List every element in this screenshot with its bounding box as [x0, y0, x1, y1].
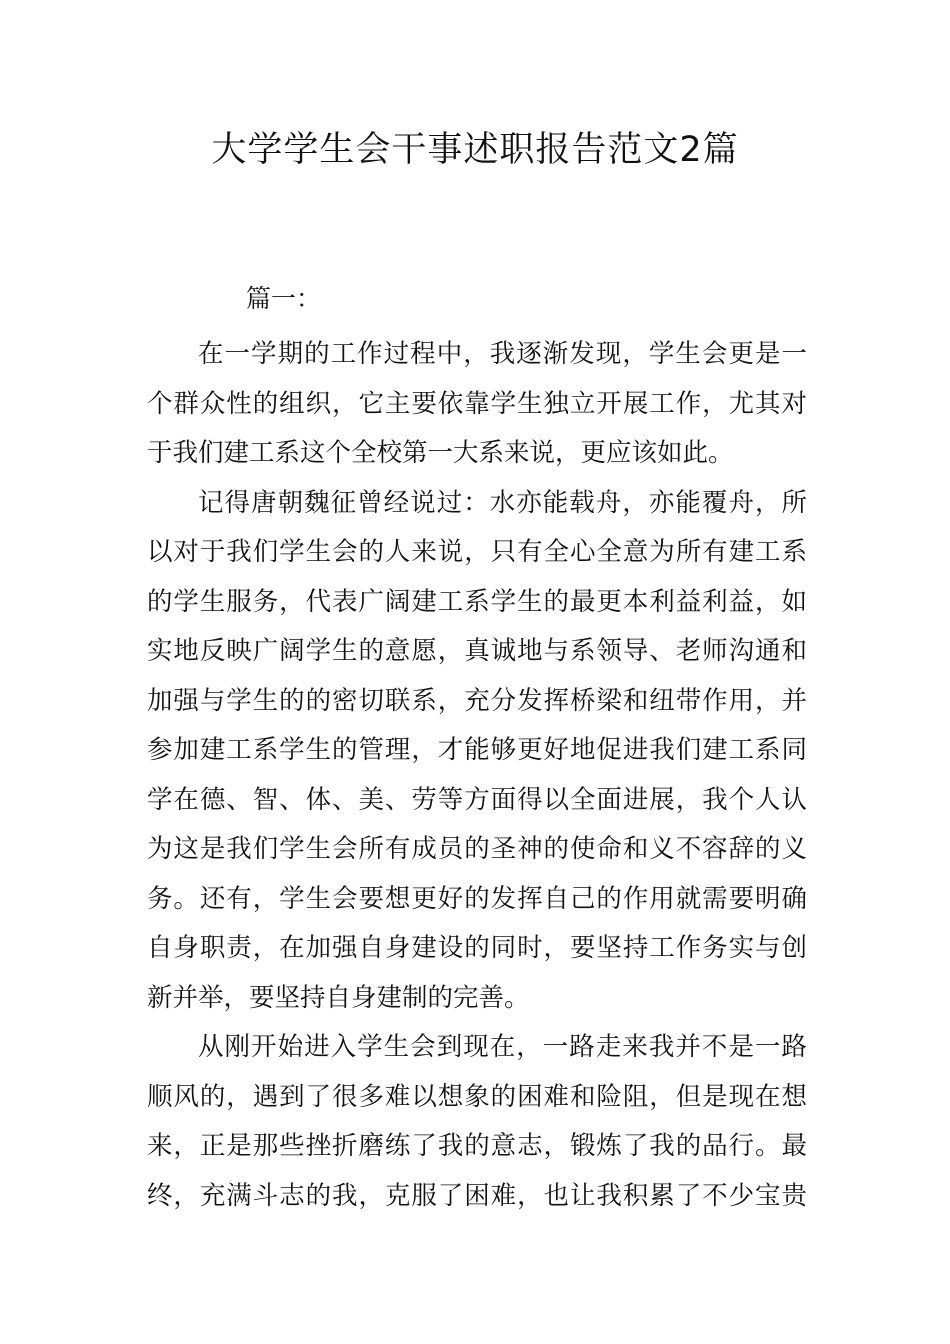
section-label: 篇一： [246, 284, 322, 313]
paragraph [147, 330, 807, 479]
document-body [147, 330, 807, 1221]
text-line: 的学生服务，代表广阔建工系学生的最更本利益利益，如 [147, 586, 807, 617]
text-line: 从刚开始进入学生会到现在，一路走来我并不是一路 [198, 1032, 807, 1062]
text-line: 实地反映广阔学生的意愿，真诚地与系领导、老师沟通和 [147, 636, 807, 666]
text-line: 加强与学生的的密切联系，充分发挥桥梁和纽带作用，并 [147, 685, 807, 716]
text-line: 在一学期的工作过程中，我逐渐发现，学生会更是一 [198, 339, 807, 369]
paragraph [147, 479, 807, 1024]
text-line: 个群众性的组织，它主要依靠学生独立开展工作，尤其对 [147, 388, 807, 419]
text-line: 顺风的，遇到了很多难以想象的困难和险阻，但是现在想 [147, 1081, 807, 1112]
paragraph [147, 1023, 807, 1221]
text-line: 学在德、智、体、美、劳等方面得以全面进展，我个人认 [147, 784, 807, 815]
text-line: 参加建工系学生的管理，才能够更好地促进我们建工系同 [147, 735, 807, 765]
text-line: 自身职责，在加强自身建设的同时，要坚持工作务实与创 [147, 933, 807, 963]
text-line: 新并举，要坚持自身建制的完善。 [147, 982, 530, 1013]
text-line: 来，正是那些挫折磨练了我的意志，锻炼了我的品行。最 [147, 1131, 807, 1161]
text-line: 于我们建工系这个全校第一大系来说，更应该如此。 [147, 438, 734, 468]
text-line: 终，充满斗志的我，克服了困难，也让我积累了不少宝贵 [147, 1180, 807, 1211]
text-line: 以对于我们学生会的人来说，只有全心全意为所有建工系 [147, 537, 807, 567]
document-title: 大学学生会干事述职报告范文2篇 [211, 130, 739, 170]
text-line: 为这是我们学生会所有成员的圣神的使命和义不容辞的义 [147, 834, 807, 864]
text-line: 记得唐朝魏征曾经说过：水亦能载舟，亦能覆舟，所 [198, 487, 807, 518]
text-line: 务。还有，学生会要想更好的发挥自己的作用就需要明确 [147, 883, 807, 914]
